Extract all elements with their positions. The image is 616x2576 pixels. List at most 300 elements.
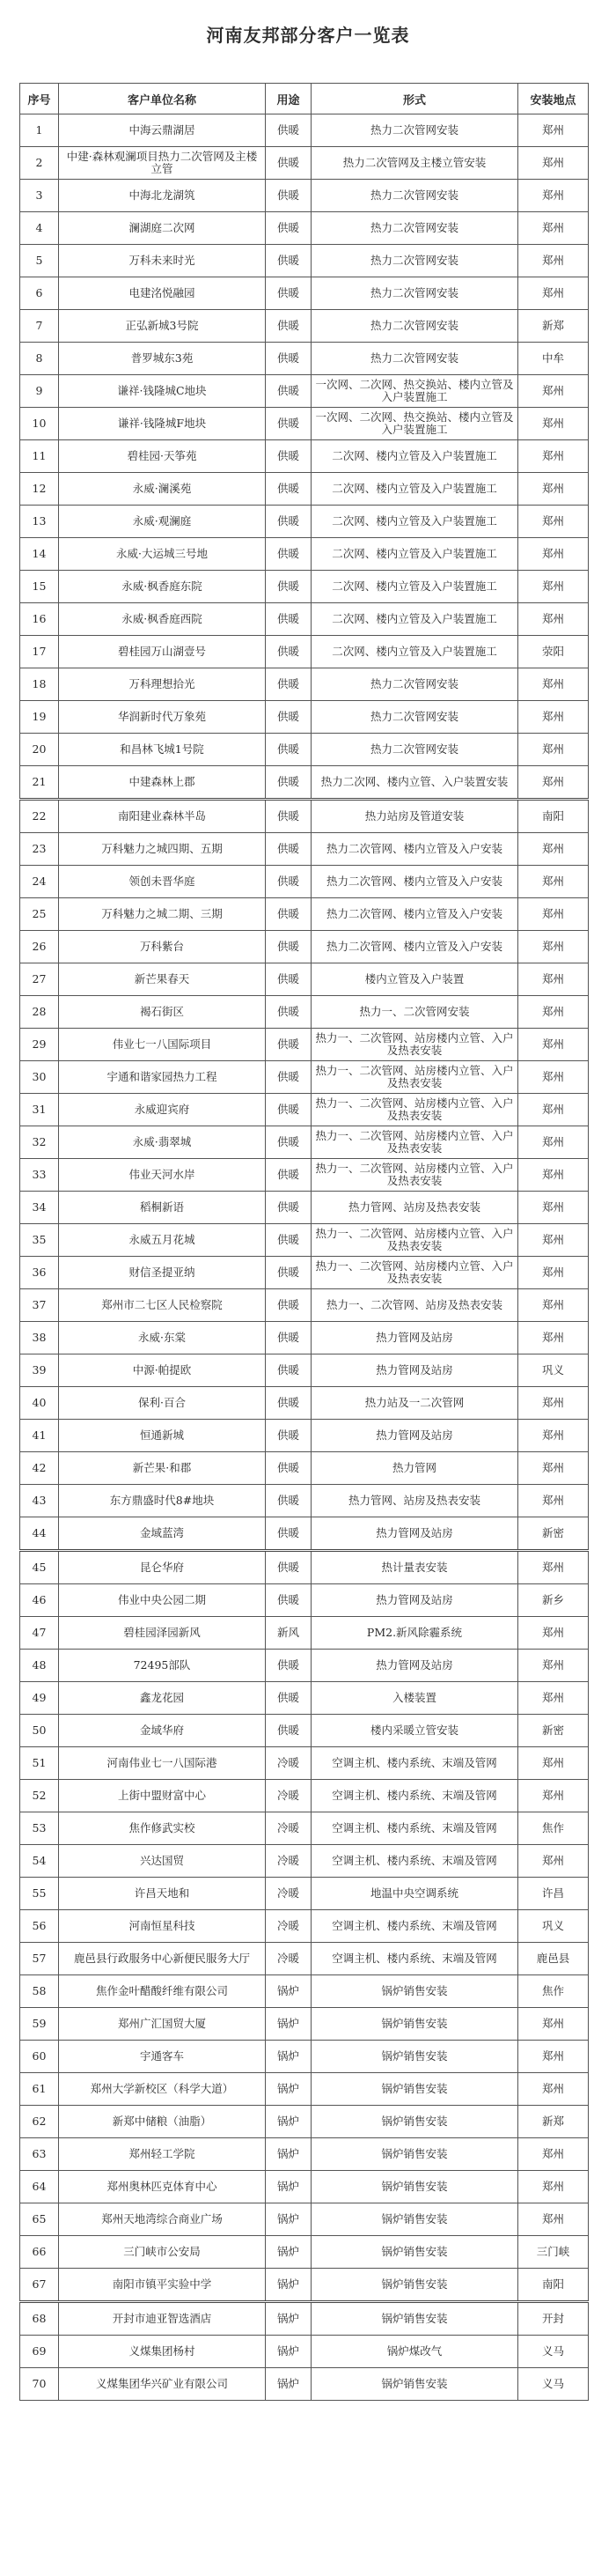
cell-name: 伟业七一八国际项目 <box>59 1029 266 1061</box>
table-row <box>20 1192 589 1224</box>
cell-no: 57 <box>20 1943 59 1975</box>
document-title: 河南友邦部分客户一览表 <box>206 25 410 46</box>
cell-location: 郑州 <box>518 147 589 180</box>
table-row <box>20 1910 589 1943</box>
table-row <box>20 734 589 766</box>
cell-form: 锅炉销售安装 <box>312 2302 518 2336</box>
cell-form: 锅炉销售安装 <box>312 2106 518 2138</box>
cell-location: 郑州 <box>518 180 589 212</box>
table-row <box>20 866 589 898</box>
cell-use: 供暖 <box>266 1061 312 1094</box>
cell-no: 22 <box>20 800 59 833</box>
table-row <box>20 1715 589 1747</box>
table-row <box>20 1747 589 1780</box>
cell-name: 金域华府 <box>59 1715 266 1747</box>
cell-name: 永威·大运城三号地 <box>59 538 266 571</box>
cell-name: 财信圣提亚纳 <box>59 1257 266 1289</box>
cell-use: 供暖 <box>266 1289 312 1322</box>
table-row <box>20 473 589 506</box>
table-row <box>20 2203 589 2236</box>
cell-location: 焦作 <box>518 1975 589 2008</box>
cell-form: 热力二次管网安装 <box>312 734 518 766</box>
cell-form: 热力一、二次管网、站房楼内立管、入户及热表安装 <box>312 1257 518 1289</box>
cell-no: 23 <box>20 833 59 866</box>
cell-use: 供暖 <box>266 1452 312 1485</box>
cell-form: 热力站房及管道安装 <box>312 800 518 833</box>
cell-no: 60 <box>20 2041 59 2073</box>
table-row <box>20 1159 589 1192</box>
cell-form: 地温中央空调系统 <box>312 1878 518 1910</box>
cell-name: 永威·枫香庭西院 <box>59 603 266 636</box>
cell-use: 供暖 <box>266 506 312 538</box>
cell-location: 郑州 <box>518 1224 589 1257</box>
cell-location: 郑州 <box>518 833 589 866</box>
cell-use: 锅炉 <box>266 1975 312 2008</box>
cell-use: 供暖 <box>266 1584 312 1617</box>
cell-form: 锅炉销售安装 <box>312 2203 518 2236</box>
cell-location: 郑州 <box>518 1094 589 1126</box>
cell-no: 50 <box>20 1715 59 1747</box>
cell-no: 55 <box>20 1878 59 1910</box>
cell-no: 34 <box>20 1192 59 1224</box>
cell-no: 53 <box>20 1812 59 1845</box>
cell-no: 13 <box>20 506 59 538</box>
cell-name: 永威·东棠 <box>59 1322 266 1354</box>
table-row <box>20 1452 589 1485</box>
cell-location: 郑州 <box>518 1617 589 1650</box>
cell-no: 1 <box>20 114 59 147</box>
cell-form: 锅炉销售安装 <box>312 2171 518 2203</box>
table-row <box>20 963 589 996</box>
cell-form: 锅炉销售安装 <box>312 2138 518 2171</box>
cell-no: 36 <box>20 1257 59 1289</box>
cell-use: 锅炉 <box>266 2203 312 2236</box>
cell-location: 郑州 <box>518 2073 589 2106</box>
cell-use: 冷暖 <box>266 1812 312 1845</box>
cell-name: 中海北龙湖筑 <box>59 180 266 212</box>
cell-no: 52 <box>20 1780 59 1812</box>
cell-form: 热力管网及站房 <box>312 1584 518 1617</box>
cell-location: 郑州 <box>518 375 589 408</box>
cell-use: 冷暖 <box>266 1780 312 1812</box>
cell-no: 26 <box>20 931 59 963</box>
table-row <box>20 1975 589 2008</box>
table-row <box>20 1257 589 1289</box>
cell-form: 锅炉销售安装 <box>312 2368 518 2401</box>
cell-location: 郑州 <box>518 1159 589 1192</box>
table-row <box>20 277 589 310</box>
cell-name: 恒通新城 <box>59 1420 266 1452</box>
cell-no: 16 <box>20 603 59 636</box>
cell-use: 供暖 <box>266 996 312 1029</box>
cell-use: 供暖 <box>266 1257 312 1289</box>
cell-use: 供暖 <box>266 1650 312 1682</box>
cell-location: 南阳 <box>518 800 589 833</box>
cell-use: 供暖 <box>266 1126 312 1159</box>
table-row <box>20 1517 589 1551</box>
table-row <box>20 310 589 343</box>
cell-no: 46 <box>20 1584 59 1617</box>
table-row <box>20 2368 589 2401</box>
cell-form: 热力二次管网安装 <box>312 343 518 375</box>
cell-name: 领创未晋华庭 <box>59 866 266 898</box>
cell-name: 南阳市镇平实验中学 <box>59 2269 266 2302</box>
cell-name: 郑州大学新校区（科学大道） <box>59 2073 266 2106</box>
cell-name: 鹿邑县行政服务中心新便民服务大厅 <box>59 1943 266 1975</box>
cell-form: 热力二次管网安装 <box>312 212 518 245</box>
cell-location: 郑州 <box>518 766 589 800</box>
cell-form: 锅炉销售安装 <box>312 2269 518 2302</box>
cell-form: 楼内立管及入户装置 <box>312 963 518 996</box>
cell-location: 鹿邑县 <box>518 1943 589 1975</box>
cell-no: 14 <box>20 538 59 571</box>
cell-no: 66 <box>20 2236 59 2269</box>
cell-name: 焦作修武实校 <box>59 1812 266 1845</box>
cell-no: 24 <box>20 866 59 898</box>
cell-form: 热力一、二次管网安装 <box>312 996 518 1029</box>
cell-no: 65 <box>20 2203 59 2236</box>
cell-use: 供暖 <box>266 1387 312 1420</box>
cell-use: 供暖 <box>266 1322 312 1354</box>
cell-use: 供暖 <box>266 701 312 734</box>
cell-location: 新郑 <box>518 310 589 343</box>
cell-form: 热力二次管网、楼内立管及入户安装 <box>312 866 518 898</box>
cell-name: 三门峡市公安局 <box>59 2236 266 2269</box>
table-row <box>20 180 589 212</box>
cell-use: 供暖 <box>266 1094 312 1126</box>
table-row <box>20 2336 589 2368</box>
cell-location: 开封 <box>518 2302 589 2336</box>
cell-location: 郑州 <box>518 538 589 571</box>
cell-form: 空调主机、楼内系统、末端及管网 <box>312 1845 518 1878</box>
cell-use: 供暖 <box>266 538 312 571</box>
cell-location: 新密 <box>518 1715 589 1747</box>
cell-use: 锅炉 <box>266 2008 312 2041</box>
cell-form: 热力管网及站房 <box>312 1354 518 1387</box>
cell-name: 东方鼎盛时代8#地块 <box>59 1485 266 1517</box>
cell-form: 热力一、二次管网、站房楼内立管、入户及热表安装 <box>312 1224 518 1257</box>
cell-use: 供暖 <box>266 1029 312 1061</box>
cell-location: 郑州 <box>518 2203 589 2236</box>
cell-name: 郑州天地湾综合商业广场 <box>59 2203 266 2236</box>
cell-form: 热力一、二次管网、站房楼内立管、入户及热表安装 <box>312 1159 518 1192</box>
cell-form: 二次网、楼内立管及入户装置施工 <box>312 473 518 506</box>
cell-name: 河南恒星科技 <box>59 1910 266 1943</box>
cell-location: 郑州 <box>518 1322 589 1354</box>
cell-form: 热计量表安装 <box>312 1551 518 1584</box>
cell-use: 供暖 <box>266 277 312 310</box>
cell-name: 碧桂园万山湖壹号 <box>59 636 266 668</box>
cell-location: 郑州 <box>518 668 589 701</box>
table-row <box>20 1650 589 1682</box>
cell-use: 供暖 <box>266 408 312 440</box>
cell-use: 供暖 <box>266 800 312 833</box>
cell-name: 电建洺悦融园 <box>59 277 266 310</box>
cell-no: 2 <box>20 147 59 180</box>
cell-no: 28 <box>20 996 59 1029</box>
cell-name: 中海云鼎湖居 <box>59 114 266 147</box>
table-row <box>20 114 589 147</box>
table-row <box>20 636 589 668</box>
cell-name: 万科魅力之城四期、五期 <box>59 833 266 866</box>
cell-use: 供暖 <box>266 440 312 473</box>
table-row <box>20 1061 589 1094</box>
table-row <box>20 2269 589 2302</box>
cell-form: 热力管网、站房及热表安装 <box>312 1192 518 1224</box>
cell-name: 郑州奥林匹克体育中心 <box>59 2171 266 2203</box>
cell-no: 30 <box>20 1061 59 1094</box>
cell-form: 热力二次管网安装 <box>312 310 518 343</box>
cell-form: 热力二次管网、楼内立管及入户安装 <box>312 898 518 931</box>
cell-name: 保利·百合 <box>59 1387 266 1420</box>
cell-location: 义马 <box>518 2336 589 2368</box>
cell-form: 二次网、楼内立管及入户装置施工 <box>312 571 518 603</box>
cell-location: 郑州 <box>518 1452 589 1485</box>
cell-use: 锅炉 <box>266 2302 312 2336</box>
cell-use: 供暖 <box>266 245 312 277</box>
table-row <box>20 833 589 866</box>
cell-no: 27 <box>20 963 59 996</box>
table-row <box>20 931 589 963</box>
cell-location: 郑州 <box>518 1747 589 1780</box>
cell-use: 冷暖 <box>266 1910 312 1943</box>
cell-no: 48 <box>20 1650 59 1682</box>
cell-no: 19 <box>20 701 59 734</box>
cell-no: 64 <box>20 2171 59 2203</box>
cell-use: 供暖 <box>266 636 312 668</box>
cell-location: 郑州 <box>518 1029 589 1061</box>
cell-form: 热力二次管网及主楼立管安装 <box>312 147 518 180</box>
cell-use: 冷暖 <box>266 1878 312 1910</box>
cell-no: 37 <box>20 1289 59 1322</box>
table-row <box>20 1322 589 1354</box>
cell-location: 郑州 <box>518 1682 589 1715</box>
cell-form: 二次网、楼内立管及入户装置施工 <box>312 603 518 636</box>
cell-no: 15 <box>20 571 59 603</box>
cell-form: 热力二次管网安装 <box>312 114 518 147</box>
cell-no: 44 <box>20 1517 59 1551</box>
cell-name: 永威·枫香庭东院 <box>59 571 266 603</box>
cell-location: 巩义 <box>518 1354 589 1387</box>
cell-no: 29 <box>20 1029 59 1061</box>
table-row <box>20 701 589 734</box>
header-use: 用途 <box>266 84 312 114</box>
cell-use: 供暖 <box>266 603 312 636</box>
cell-location: 郑州 <box>518 701 589 734</box>
cell-location: 郑州 <box>518 571 589 603</box>
table-row <box>20 343 589 375</box>
cell-form: 热力一、二次管网、站房楼内立管、入户及热表安装 <box>312 1029 518 1061</box>
cell-form: 热力二次网、楼内立管、入户装置安装 <box>312 766 518 800</box>
cell-name: 昆仑华府 <box>59 1551 266 1584</box>
cell-location: 中牟 <box>518 343 589 375</box>
cell-use: 供暖 <box>266 1192 312 1224</box>
cell-no: 41 <box>20 1420 59 1452</box>
cell-use: 供暖 <box>266 1485 312 1517</box>
cell-use: 锅炉 <box>266 2041 312 2073</box>
cell-name: 郑州轻工学院 <box>59 2138 266 2171</box>
table-row <box>20 1584 589 1617</box>
cell-no: 21 <box>20 766 59 800</box>
cell-form: 热力管网及站房 <box>312 1650 518 1682</box>
cell-name: 澜湖庭二次网 <box>59 212 266 245</box>
cell-name: 褐石街区 <box>59 996 266 1029</box>
table-row <box>20 2138 589 2171</box>
cell-location: 郑州 <box>518 1845 589 1878</box>
cell-location: 郑州 <box>518 440 589 473</box>
cell-form: PM2.新风除霾系统 <box>312 1617 518 1650</box>
cell-form: 锅炉销售安装 <box>312 2041 518 2073</box>
cell-no: 35 <box>20 1224 59 1257</box>
cell-form: 热力站及一二次管网 <box>312 1387 518 1420</box>
cell-location: 郑州 <box>518 2171 589 2203</box>
table-row <box>20 571 589 603</box>
cell-location: 郑州 <box>518 1780 589 1812</box>
cell-name: 碧桂园泽园新风 <box>59 1617 266 1650</box>
table-row <box>20 2302 589 2336</box>
cell-name: 碧桂园·天筝苑 <box>59 440 266 473</box>
table-row <box>20 506 589 538</box>
table-row <box>20 2171 589 2203</box>
cell-name: 永威迎宾府 <box>59 1094 266 1126</box>
cell-no: 7 <box>20 310 59 343</box>
cell-name: 焦作金叶醋酸纤维有限公司 <box>59 1975 266 2008</box>
cell-use: 供暖 <box>266 343 312 375</box>
cell-use: 供暖 <box>266 931 312 963</box>
header-location: 安装地点 <box>518 84 589 114</box>
cell-name: 伟业中央公园二期 <box>59 1584 266 1617</box>
cell-name: 郑州广汇国贸大厦 <box>59 2008 266 2041</box>
cell-name: 许昌天地和 <box>59 1878 266 1910</box>
cell-no: 42 <box>20 1452 59 1485</box>
cell-form: 空调主机、楼内系统、末端及管网 <box>312 1812 518 1845</box>
table-row <box>20 375 589 408</box>
cell-name: 永威·观澜庭 <box>59 506 266 538</box>
cell-no: 39 <box>20 1354 59 1387</box>
table-row <box>20 1354 589 1387</box>
cell-name: 中建·森林观澜项目热力二次管网及主楼立管 <box>59 147 266 180</box>
cell-form: 锅炉煤改气 <box>312 2336 518 2368</box>
cell-location: 许昌 <box>518 1878 589 1910</box>
cell-location: 郑州 <box>518 212 589 245</box>
cell-form: 二次网、楼内立管及入户装置施工 <box>312 538 518 571</box>
cell-form: 楼内采暖立管安装 <box>312 1715 518 1747</box>
cell-location: 郑州 <box>518 2041 589 2073</box>
cell-use: 供暖 <box>266 1715 312 1747</box>
cell-form: 热力管网及站房 <box>312 1322 518 1354</box>
cell-location: 南阳 <box>518 2269 589 2302</box>
cell-name: 宇通和谐家园热力工程 <box>59 1061 266 1094</box>
table-row <box>20 1094 589 1126</box>
cell-no: 40 <box>20 1387 59 1420</box>
cell-use: 供暖 <box>266 1551 312 1584</box>
cell-no: 5 <box>20 245 59 277</box>
cell-no: 47 <box>20 1617 59 1650</box>
cell-form: 锅炉销售安装 <box>312 2236 518 2269</box>
cell-form: 空调主机、楼内系统、末端及管网 <box>312 1780 518 1812</box>
cell-location: 巩义 <box>518 1910 589 1943</box>
cell-form: 热力二次管网、楼内立管及入户安装 <box>312 833 518 866</box>
table-row <box>20 1878 589 1910</box>
cell-use: 供暖 <box>266 571 312 603</box>
cell-location: 郑州 <box>518 866 589 898</box>
cell-name: 新芒果春天 <box>59 963 266 996</box>
cell-location: 郑州 <box>518 473 589 506</box>
cell-location: 郑州 <box>518 277 589 310</box>
header-name: 客户单位名称 <box>59 84 266 114</box>
cell-form: 热力二次管网、楼内立管及入户安装 <box>312 931 518 963</box>
cell-no: 61 <box>20 2073 59 2106</box>
cell-use: 供暖 <box>266 212 312 245</box>
cell-no: 25 <box>20 898 59 931</box>
table-row <box>20 1289 589 1322</box>
cell-use: 供暖 <box>266 866 312 898</box>
cell-form: 热力二次管网安装 <box>312 668 518 701</box>
cell-form: 热力二次管网安装 <box>312 701 518 734</box>
cell-use: 冷暖 <box>266 1845 312 1878</box>
cell-location: 三门峡 <box>518 2236 589 2269</box>
cell-location: 郑州 <box>518 963 589 996</box>
cell-no: 62 <box>20 2106 59 2138</box>
cell-no: 3 <box>20 180 59 212</box>
cell-name: 鑫龙花园 <box>59 1682 266 1715</box>
table-row <box>20 996 589 1029</box>
cell-location: 荥阳 <box>518 636 589 668</box>
cell-use: 供暖 <box>266 375 312 408</box>
cell-form: 锅炉销售安装 <box>312 2073 518 2106</box>
table-row <box>20 1387 589 1420</box>
cell-location: 郑州 <box>518 898 589 931</box>
cell-no: 54 <box>20 1845 59 1878</box>
table-row <box>20 1485 589 1517</box>
cell-use: 供暖 <box>266 1354 312 1387</box>
cell-location: 郑州 <box>518 931 589 963</box>
cell-use: 供暖 <box>266 473 312 506</box>
table-row <box>20 800 589 833</box>
cell-name: 万科未来时光 <box>59 245 266 277</box>
cell-form: 空调主机、楼内系统、末端及管网 <box>312 1943 518 1975</box>
cell-name: 永威·翡翠城 <box>59 1126 266 1159</box>
cell-no: 6 <box>20 277 59 310</box>
cell-form: 热力一、二次管网、站房楼内立管、入户及热表安装 <box>312 1126 518 1159</box>
cell-no: 43 <box>20 1485 59 1517</box>
cell-use: 冷暖 <box>266 1747 312 1780</box>
cell-no: 18 <box>20 668 59 701</box>
cell-use: 锅炉 <box>266 2106 312 2138</box>
cell-form: 一次网、二次网、热交换站、楼内立管及入户装置施工 <box>312 375 518 408</box>
table-row <box>20 2041 589 2073</box>
cell-location: 郑州 <box>518 996 589 1029</box>
cell-form: 空调主机、楼内系统、末端及管网 <box>312 1747 518 1780</box>
customer-table <box>19 83 589 2401</box>
cell-no: 8 <box>20 343 59 375</box>
cell-no: 38 <box>20 1322 59 1354</box>
cell-no: 20 <box>20 734 59 766</box>
cell-form: 热力一、二次管网、站房楼内立管、入户及热表安装 <box>312 1094 518 1126</box>
cell-form: 热力管网及站房 <box>312 1420 518 1452</box>
cell-no: 12 <box>20 473 59 506</box>
cell-no: 51 <box>20 1747 59 1780</box>
table-row <box>20 1029 589 1061</box>
cell-location: 郑州 <box>518 603 589 636</box>
cell-name: 郑州市二七区人民检察院 <box>59 1289 266 1322</box>
cell-no: 4 <box>20 212 59 245</box>
cell-use: 供暖 <box>266 1159 312 1192</box>
cell-name: 河南伟业七一八国际港 <box>59 1747 266 1780</box>
table-row <box>20 898 589 931</box>
cell-no: 49 <box>20 1682 59 1715</box>
cell-name: 普罗城东3苑 <box>59 343 266 375</box>
